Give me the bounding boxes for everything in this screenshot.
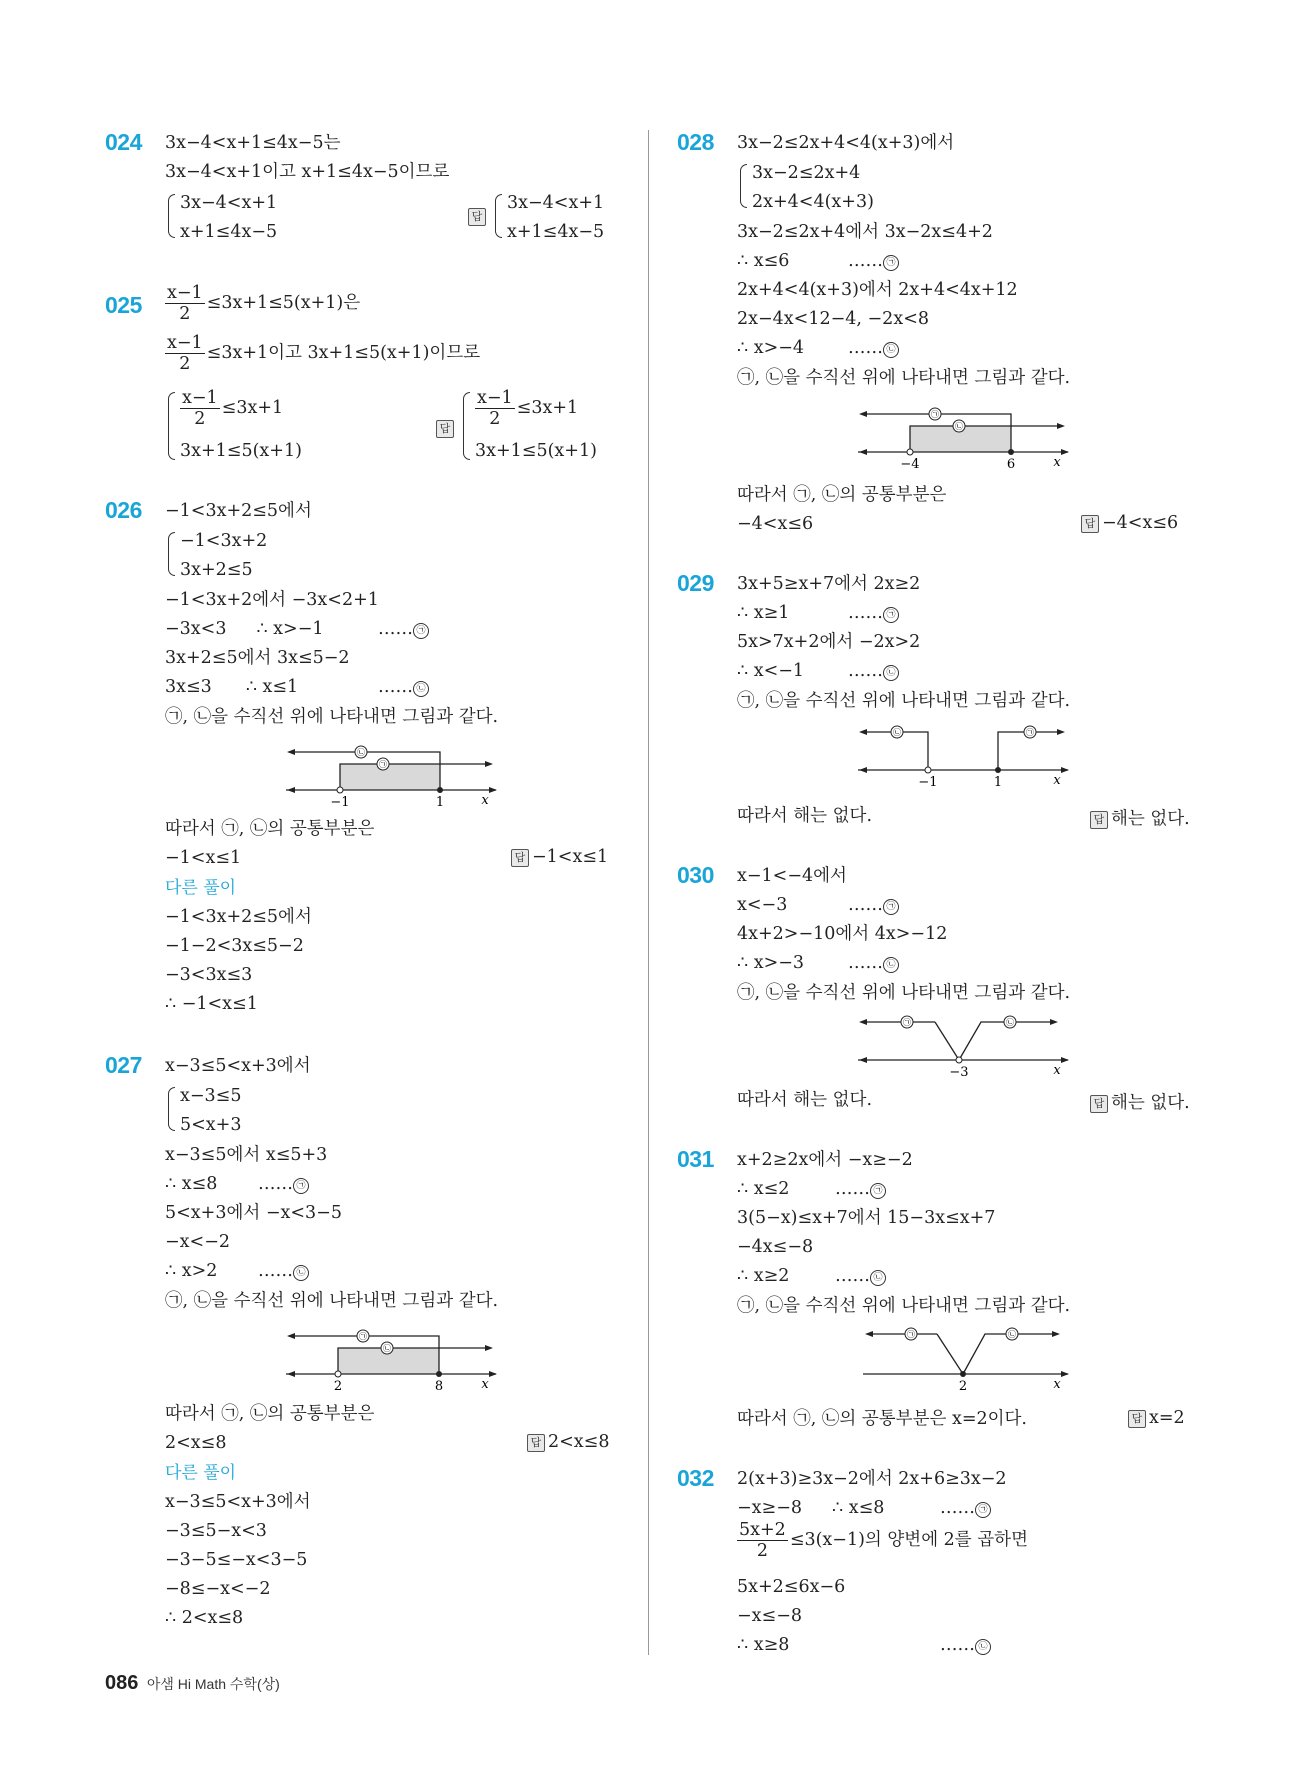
svg-text:㉡: ㉡ [383,1344,391,1353]
svg-text:x: x [481,1377,489,1392]
svg-text:x: x [1053,773,1061,788]
answer [436,418,457,438]
label-marker: …… ㉡ [940,1634,991,1656]
label-marker: …… ㉠ [848,250,899,272]
text-line: x−3≤5<x+3에서 [165,1492,311,1512]
answer-icon: 답 [1090,811,1108,829]
tick-label: 1 [993,775,1003,790]
label-marker: …… ㉡ [848,660,899,682]
text-line: ∴ x>2 [165,1261,218,1281]
tick-label: 6 [1006,457,1016,472]
answer [468,206,489,226]
problem-number: 024 [105,129,142,155]
answer-icon: 답 [468,208,486,226]
label-marker: …… ㉡ [258,1260,309,1282]
fraction: $\frac{x-1}{2}$ [167,283,203,324]
svg-text:㉠: ㉠ [903,1018,911,1027]
text-line: −4<x≤6 [737,514,814,534]
system-line: 5<x+3 [180,1115,242,1135]
text-line: 따라서 ㉠, ㉡의 공통부분은 [737,485,947,505]
answer-icon: 답 [1090,1095,1108,1113]
page-footer [105,1672,280,1695]
text-line: ㉠, ㉡을 수직선 위에 나타내면 그림과 같다. [737,983,1071,1003]
label-marker: …… ㉠ [378,618,429,640]
svg-text:x: x [1053,1377,1061,1392]
text-line: 3x+2≤5에서 3x≤5−2 [165,648,350,668]
alternative-solution-heading: 다른 풀이 [165,878,237,898]
svg-text:㉠: ㉠ [931,410,939,419]
number-line-diagram [855,720,1075,792]
text-line: 2(x+3)≥3x−2에서 2x+6≥3x−2 [737,1469,1007,1489]
answer-icon: 답 [436,420,454,438]
text-line: −3<3x≤3 [165,965,253,985]
answer: 답 2<x≤8 [527,1432,609,1452]
text-line: 2x−4x<12−4, −2x<8 [737,309,929,329]
label-marker: …… ㉠ [848,602,899,624]
answer-icon: 답 [1128,1410,1146,1428]
tick-label: −3 [949,1065,969,1080]
text-line: x<−3 [737,895,788,915]
text-line: 3(5−x)≤x+7에서 15−3x≤x+7 [737,1208,996,1228]
text-line: −x≥−8 ∴ x≤8 [737,1498,885,1518]
answer: 답 −1<x≤1 [511,847,608,867]
number-line-diagram [855,1010,1075,1082]
system-brace [168,532,175,576]
problem-number: 030 [677,862,714,888]
text-line: ㉠, ㉡을 수직선 위에 나타내면 그림과 같다. [165,707,499,727]
system-line: 2x+4<4(x+3) [752,192,874,212]
answer-line: $\frac{x-1}{2}$ ≤3x+1 [477,388,579,429]
text-line: ∴ x>−3 [737,953,805,973]
text-line: −x≤−8 [737,1606,802,1626]
svg-text:x: x [481,793,489,808]
text-line: −1<3x+2에서 −3x<2+1 [165,590,379,610]
problem-number: 027 [105,1052,142,1078]
text-line: 3x−2≤2x+4<4(x+3)에서 [737,133,955,153]
system-brace [168,392,175,460]
label-marker: …… ㉠ [835,1178,886,1200]
svg-text:㉡: ㉡ [893,728,901,737]
label-marker: …… ㉠ [848,894,899,916]
tick-label: −4 [900,457,920,472]
answer-icon: 답 [1081,515,1099,533]
problem-number: 031 [677,1146,714,1172]
answer-line: 3x+1≤5(x+1) [475,441,597,461]
text-line: ㉠, ㉡을 수직선 위에 나타내면 그림과 같다. [737,368,1071,388]
answer-icon: 답 [511,849,529,867]
svg-text:㉠: ㉠ [379,760,387,769]
text-line: ∴ x≥2 [737,1266,790,1286]
text-line: ∴ 2<x≤8 [165,1608,244,1628]
text-line: 3x+5≥x+7에서 2x≥2 [737,574,921,594]
problem-number: 028 [677,129,714,155]
text-line: x−1<−4에서 [737,866,847,886]
page-number: 086 [105,1672,139,1694]
number-line-diagram [283,1324,503,1396]
label-marker: …… ㉡ [848,952,899,974]
tick-label: 2 [958,1379,968,1394]
svg-text:㉡: ㉡ [1008,1330,1016,1339]
fraction: $\frac{5x+2}{2}$ [739,1520,786,1561]
text-line: −1<x≤1 [165,848,242,868]
text-line: ∴ x≤8 [165,1174,218,1194]
text-line: 따라서 ㉠, ㉡의 공통부분은 x=2이다. [737,1409,1027,1429]
text-line: $\frac{x-1}{2}$ ≤3x+1≤5(x+1)은 [167,283,361,324]
label-marker: …… ㉡ [378,676,429,698]
svg-text:㉡: ㉡ [357,748,365,757]
text-line: −3−5≤−x<3−5 [165,1550,308,1570]
text-line: 5<x+3에서 −x<3−5 [165,1203,342,1223]
answer: 답 −4<x≤6 [1081,513,1178,533]
number-line-diagram [283,740,503,812]
text-line: 3x−4<x+1이고 x+1≤4x−5이므로 [165,162,450,182]
system-line: 3x+1≤5(x+1) [180,441,302,461]
text-line: ㉠, ㉡을 수직선 위에 나타내면 그림과 같다. [737,691,1071,711]
label-marker: …… ㉡ [835,1265,886,1287]
text-line: 3x−4<x+1≤4x−5는 [165,133,341,153]
problem-number: 029 [677,570,714,596]
tick-label: 8 [434,1379,444,1394]
label-marker: …… ㉡ [848,337,899,359]
column-divider [648,130,649,1655]
text-line: ∴ −1<x≤1 [165,994,258,1014]
text-line: x−3≤5<x+3에서 [165,1056,311,1076]
answer: 답 x=2 [1128,1408,1185,1428]
tick-label: 1 [435,795,445,810]
text-line: 따라서 ㉠, ㉡의 공통부분은 [165,1404,375,1424]
text-line: $\frac{5x+2}{2}$ ≤3(x−1)의 양변에 2를 곱하면 [739,1520,1028,1561]
tick-label: −1 [918,775,938,790]
problem-number: 026 [105,497,142,523]
number-line-diagram [855,1322,1075,1394]
text-line: −1−2<3x≤5−2 [165,936,304,956]
text-line: ∴ x≥1 [737,603,790,623]
svg-text:㉠: ㉠ [359,1332,367,1341]
svg-text:x: x [1053,1063,1061,1078]
text-line: 3x≤3 ∴ x≤1 [165,677,299,697]
text-line: −1<3x+2≤5에서 [165,907,312,927]
problem-number: 025 [105,292,142,318]
text-line: −1<3x+2≤5에서 [165,501,312,521]
text-line: 5x>7x+2에서 −2x>2 [737,632,921,652]
answer-line: 3x−4<x+1 [507,193,605,213]
tick-label: −1 [330,795,350,810]
fraction: $\frac{x-1}{2}$ [167,333,203,374]
text-line: ∴ x≤2 [737,1179,790,1199]
text-line: 3x−2≤2x+4에서 3x−2x≤4+2 [737,222,993,242]
text-line: −8≤−x<−2 [165,1579,271,1599]
tick-label: 2 [333,1379,343,1394]
text-line: 2<x≤8 [165,1433,227,1453]
text-line: −3x<3 ∴ x>−1 [165,619,324,639]
answer-icon: 답 [527,1434,545,1452]
svg-text:x: x [1053,455,1061,470]
answer-line: x+1≤4x−5 [507,222,605,242]
text-line: $\frac{x-1}{2}$ ≤3x+1이고 3x+1≤5(x+1)이므로 [167,333,481,374]
label-marker: …… ㉠ [940,1497,991,1519]
svg-text:㉠: ㉠ [907,1330,915,1339]
system-brace [463,392,470,460]
text-line: ㉠, ㉡을 수직선 위에 나타내면 그림과 같다. [737,1296,1071,1316]
text-line: 따라서 ㉠, ㉡의 공통부분은 [165,819,375,839]
text-line: x−3≤5에서 x≤5+3 [165,1145,328,1165]
system-line: 3x+2≤5 [180,560,253,580]
text-line: ∴ x<−1 [737,661,805,681]
number-line-diagram [855,402,1075,474]
system-line: $\frac{x-1}{2}$ ≤3x+1 [182,388,284,429]
text-line: ㉠, ㉡을 수직선 위에 나타내면 그림과 같다. [165,1291,499,1311]
book-title: 아샘 Hi Math 수학(상) [146,1676,280,1692]
answer: 답 해는 없다. [1090,1089,1190,1114]
system-line: 3x−2≤2x+4 [752,163,861,183]
text-line: ∴ x≤6 [737,251,790,271]
text-line: −x<−2 [165,1232,230,1252]
text-line: −3≤5−x<3 [165,1521,267,1541]
text-line: ∴ x≥8 [737,1635,790,1655]
text-line: −4x≤−8 [737,1237,814,1257]
label-marker: …… ㉠ [258,1173,309,1195]
system-line: −1<3x+2 [180,531,268,551]
system-brace [740,164,747,208]
system-line: x−3≤5 [180,1086,242,1106]
text-line: x+2≥2x에서 −x≥−2 [737,1150,913,1170]
text-line: 4x+2>−10에서 4x>−12 [737,924,948,944]
answer: 답 해는 없다. [1090,805,1190,830]
text-line: 2x+4<4(x+3)에서 2x+4<4x+12 [737,280,1018,300]
svg-text:㉡: ㉡ [1006,1018,1014,1027]
text-line: 따라서 해는 없다. [737,806,873,826]
text-line: 따라서 해는 없다. [737,1090,873,1110]
system-brace [495,194,502,238]
alternative-solution-heading: 다른 풀이 [165,1463,237,1483]
text-line: ∴ x>−4 [737,338,805,358]
system-brace [168,194,175,238]
text-line: 5x+2≤6x−6 [737,1577,846,1597]
system-brace [168,1087,175,1131]
system-line: x+1≤4x−5 [180,222,278,242]
system-line: 3x−4<x+1 [180,193,278,213]
svg-text:㉠: ㉠ [1026,728,1034,737]
svg-text:㉡: ㉡ [955,422,963,431]
problem-number: 032 [677,1465,714,1491]
